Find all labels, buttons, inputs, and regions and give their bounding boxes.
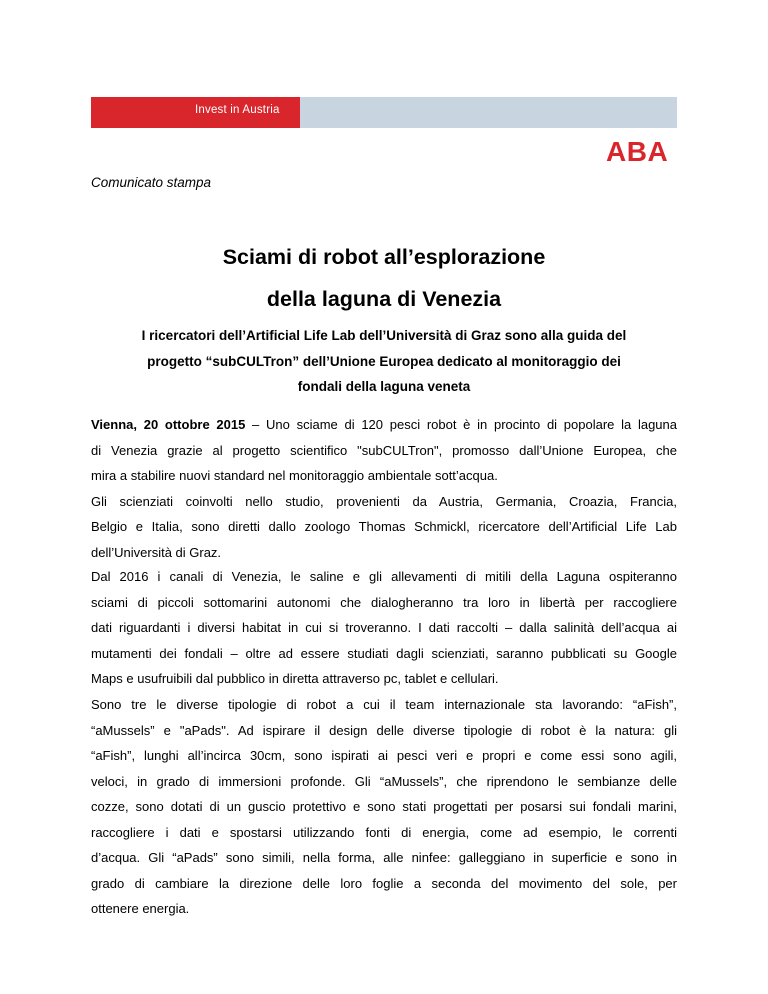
paragraph-2-line-2: sciami di piccoli sottomarini autonomi che dialogheranno tra loro in libertà per raccogliere — [91, 594, 677, 610]
paragraph-1-line-2: di Venezia grazie al progetto scientifico "subCULTron", promosso dall’Unione Europea, che — [91, 442, 677, 458]
paragraph-3-line-3: “aFish”, lunghi all’incirca 30cm, sono ispirati ai pesci veri e propri e come essi sono agili, — [91, 748, 677, 763]
paragraph-2-line-4: mutamenti dei fondali – oltre ad essere studiati dagli scienziati, saranno pubblicati su Google — [91, 645, 677, 661]
paragraph-1-line-3: mira a stabilire nuovi standard nel monitoraggio ambientale sott’acqua. — [91, 468, 498, 483]
paragraph-2-line-5: Maps e usufruibili dal pubblico in diretta attraverso pc, tablet e cellulari. — [91, 671, 499, 686]
paragraph-3-line-1: Sono tre le diverse tipologie di robot a cui il team internazionale sta lavorando: “aFish”, — [91, 697, 677, 712]
dateline: Vienna, 20 ottobre 2015 — [91, 417, 246, 432]
title-line-2: della laguna di Venezia — [266, 287, 502, 311]
subtitle-line-3: fondali della laguna veneta — [297, 379, 471, 394]
paragraph-1-line-4: Gli scienziati coinvolti nello studio, provenienti da Austria, Germania, Croazia, Francia, — [91, 493, 677, 509]
paragraph-2-line-1: Dal 2016 i canali di Venezia, le saline e gli allevamenti di mitili della Laguna ospiteranno — [91, 569, 677, 584]
paragraph-3-line-8: grado di cambiare la direzione delle loro foglie a seconda del movimento del sole, per — [91, 875, 677, 891]
page-title — [91, 236, 677, 320]
aba-logo: ABA — [606, 136, 669, 167]
paragraph-3-line-7: d’acqua. Gli “aPads” sono simili, nella forma, alle ninfee: galleggiano in superficie e sono in — [91, 850, 677, 865]
banner-text: Invest in Austria — [195, 104, 280, 116]
paragraph-3-line-4: veloci, in grado di immersioni profonde. Gli “aMussels”, che riprendono le sembianze delle — [91, 773, 677, 789]
paragraph-1-line-6: dell’Università di Graz. — [91, 544, 222, 560]
paragraph-2 — [91, 564, 677, 692]
subtitle — [91, 323, 677, 400]
paragraph-1-line-5: Belgio e Italia, sono diretti dallo zoologo Thomas Schmickl, ricercatore dell’Artificial Life Lab — [91, 519, 677, 534]
subtitle-line-2: progetto “subCULTron” dell’Unione Europea dedicato al monitoraggio dei — [147, 353, 621, 369]
paragraph-1 — [91, 412, 677, 565]
paragraph-3-line-5: cozze, sono dotati di un guscio protettivo e sono stati progettati per posarsi sui fondali marini, — [91, 799, 677, 814]
title-line-1: Sciami di robot all’esplorazione — [222, 245, 546, 269]
subtitle-line-1: I ricercatori dell’Artificial Life Lab dell’Università di Graz sono alla guida del — [141, 328, 627, 343]
document-label: Comunicato stampa — [91, 175, 212, 190]
paragraph-1-line-1-rest: – Uno sciame di 120 pesci robot è in procinto di popolare la laguna — [245, 417, 677, 432]
paragraph-3 — [91, 692, 677, 922]
paragraph-3-line-9: ottenere energia. — [91, 901, 190, 916]
paragraph-3-line-6: raccogliere i dati e spostarsi utilizzando fonti di energia, come ad esempio, le correnti — [91, 824, 677, 840]
header-banner-blue — [300, 97, 677, 128]
paragraph-3-line-2: “aMussels” e "aPads". Ad ispirare il design delle diverse tipologie di robot è la natura: gli — [91, 722, 677, 738]
paragraph-1-line-1 — [91, 412, 677, 438]
paragraph-2-line-3: dati riguardanti i diversi habitat in cui si troveranno. I dati raccolti – dalla salinità dell’acqua ai — [91, 620, 677, 635]
